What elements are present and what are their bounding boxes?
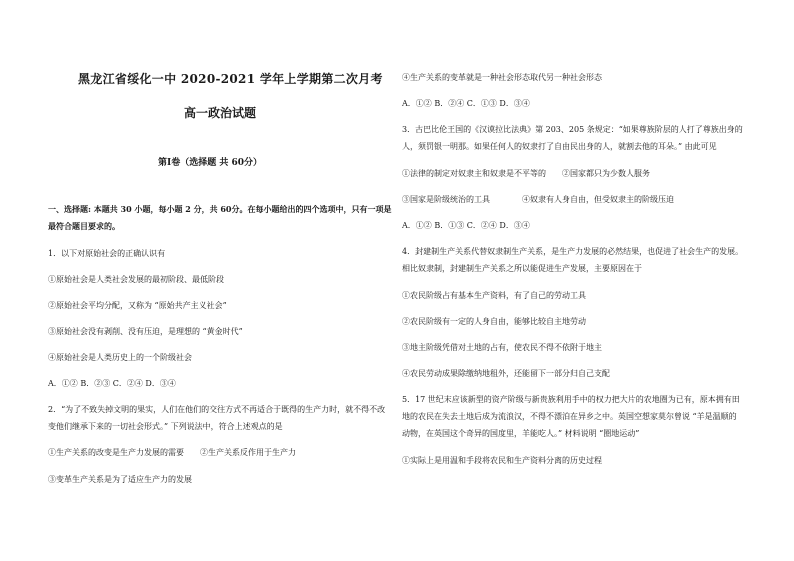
question-3-option-1-2: ①法律的制定对奴隶主和奴隶是不平等的 ②国家都只为少数人服务 [402, 169, 650, 178]
instructions-line-2: 最符合题目要求的。 [48, 221, 120, 231]
question-4-option-1: ①农民阶级占有基本生产资料，有了自己的劳动工具 [402, 291, 586, 300]
question-5-option-1: ①实际上是用温和手段将农民和生产资料分离的历史过程 [402, 456, 602, 465]
question-1-option-2: ②原始社会平均分配，又称为 “原始共产主义社会” [48, 301, 227, 310]
question-5-stem-2: 地的农民在失去土地后成为流浪汉，不得不漂泊在异乡之中。英国空想家莫尔曾说 “羊是温顺的 [402, 412, 737, 421]
question-4-stem-1: 4．封建制生产关系代替奴隶制生产关系，是生产力发展的必然结果，也促进了社会生产的发展。 [402, 247, 744, 256]
question-3-choices: A．①② B．①③ C．②④ D．③④ [402, 221, 530, 230]
question-1-option-4: ④原始社会是人类历史上的一个阶级社会 [48, 353, 192, 362]
question-4-option-2: ②农民阶级有一定的人身自由，能够比较自主地劳动 [402, 317, 586, 326]
question-4-option-3: ③地主阶级凭借对土地的占有，使农民不得不依附于地主 [402, 343, 602, 352]
question-3-option-3-4: ③国家是阶级统治的工具 ④奴隶有人身自由，但受奴隶主的阶级压迫 [402, 195, 674, 204]
question-1-option-1: ①原始社会是人类社会发展的最初阶段、最低阶段 [48, 275, 224, 284]
question-4-option-4: ④农民劳动成果除缴纳地租外，还能留下一部分归自己支配 [402, 369, 610, 378]
question-5-stem-3: 动物，在英国这个奇异的国度里，羊能吃人。” 材料说明 “圈地运动” [402, 429, 640, 438]
question-2-choices: A．①② B．②④ C．①③ D．③④ [402, 99, 530, 108]
question-3-stem-1: 3．古巴比伦王国的《汉谟拉比法典》第 203、205 条规定：“如果尊族阶层的人打了尊族出身的 [402, 125, 743, 134]
exam-subtitle: 高一政治试题 [184, 106, 257, 120]
section-heading: 第Ⅰ卷（选择题 共 60分） [158, 158, 263, 168]
question-2-stem-2: 变他们继承下来的一切社会形式。” 下列说法中，符合上述观点的是 [48, 422, 283, 431]
question-2-option-1-2: ①生产关系的改变是生产力发展的需要 ②生产关系反作用于生产力 [48, 448, 296, 457]
question-2-option-4: ④生产关系的变革就是一种社会形态取代另一种社会形态 [402, 73, 602, 82]
question-3-stem-2: 人，须罚银一明那。如果任何人的奴隶打了自由民出身的人，就割去他的耳朵。” 由此可见 [402, 142, 717, 151]
question-1-choices: A．①② B．②③ C．②④ D．③④ [48, 379, 176, 388]
question-1-option-3: ③原始社会没有剥削、没有压迫，是理想的 “黄金时代” [48, 327, 243, 336]
question-5-stem-1: 5．17 世纪末应该新型的资产阶级与新贵族利用手中的权力把大片的农地圈为已有，原本拥有田 [402, 395, 740, 404]
question-2-option-3: ③变革生产关系是为了适应生产力的发展 [48, 475, 192, 484]
exam-title: 黑龙江省绥化一中 2020-2021 学年上学期第二次月考 [78, 72, 383, 86]
question-2-stem-1: 2．“为了不致失掉文明的果实，人们在他们的交往方式不再适合于既得的生产力时，就不得不改 [48, 405, 386, 414]
question-4-stem-2: 相比奴隶制，封建制生产关系之所以能促进生产发展，主要原因在于 [402, 264, 642, 273]
instructions-line-1: 一、选择题: 本题共 30 小题，每小题 2 分，共 60分。在每小题给出的四个选项中，只有一项是 [48, 204, 392, 214]
question-1-stem: 1．以下对原始社会的正确认识有 [48, 249, 166, 258]
